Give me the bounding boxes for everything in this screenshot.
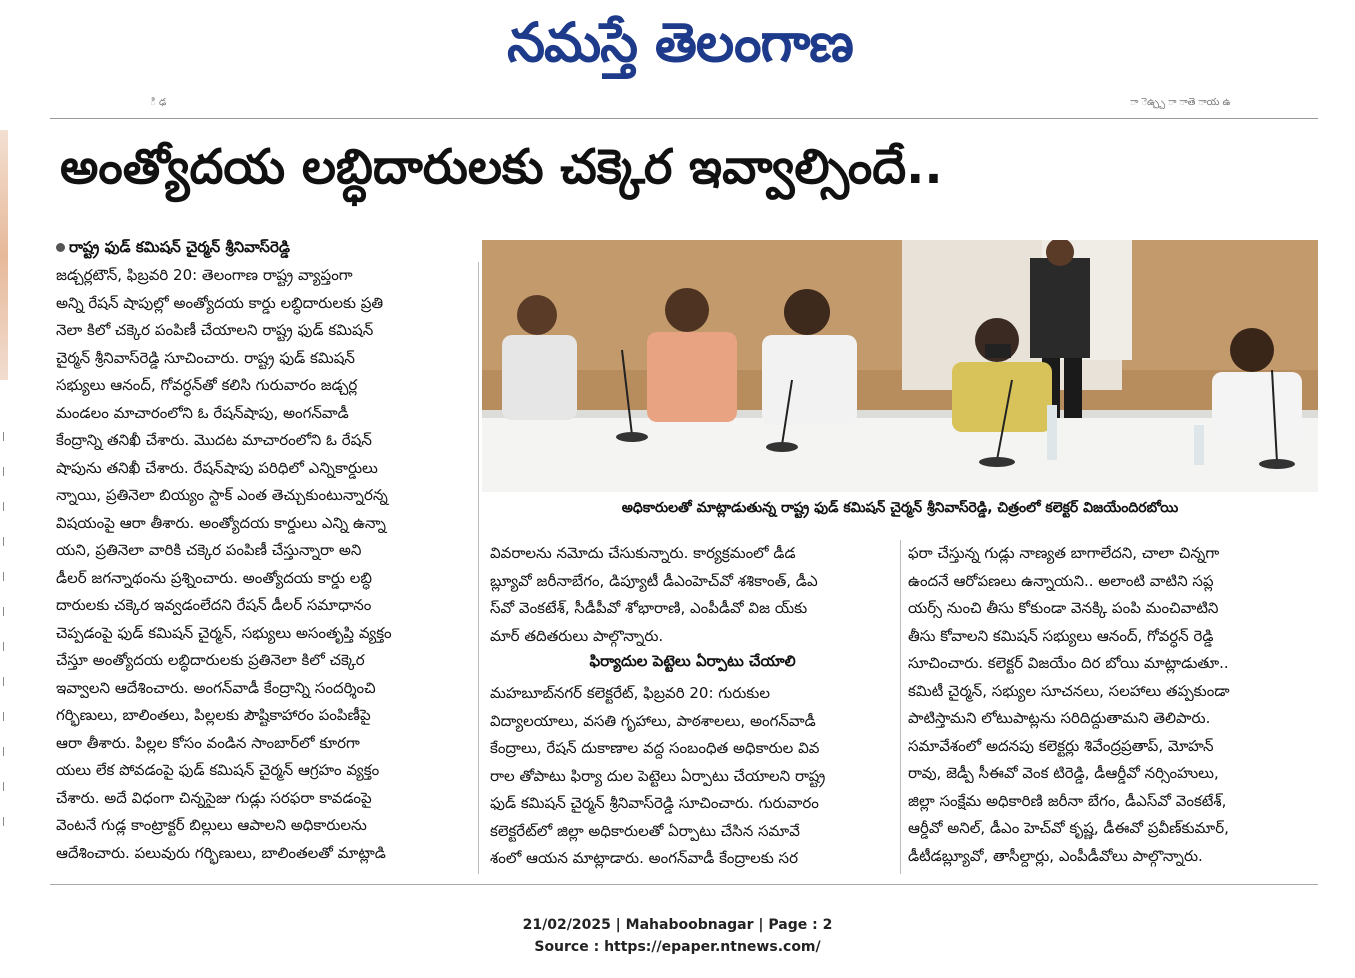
bullet-icon: [56, 243, 65, 252]
adjacent-text-edge: | | | | | | | | | | | |: [2, 432, 6, 827]
text-line: స్‌వో వెంకటేశ్, సీడీపీవో శోభారాణి, ఎంపీడీవో విజ య్‌కు: [490, 599, 808, 617]
text-line: మహబూబ్‌నగర్ కలెక్టరేట్, ఫిబ్రవరి 20: గురుకుల: [490, 684, 770, 702]
text-line: ఇవ్వాలని ఆదేశించారు. అంగన్‌వాడీ కేంద్రాన్ని సందర్శించి: [56, 678, 376, 697]
article-photo: [482, 240, 1318, 492]
text-line: నెలా కిలో చక్కెర పంపిణీ చేయాలని రాష్ట్ర ఫుడ్ కమిషన్: [56, 321, 374, 339]
byline-text: రాష్ట్ర ఫుడ్ కమిషన్ చైర్మన్ శ్రీనివాస్‌రెడ్డి: [69, 238, 290, 256]
text-line: దారులకు చక్కెర ఇవ్వడంలేదని రేషన్ డీలర్ సమాధానం: [56, 596, 372, 614]
column-divider: [900, 540, 901, 874]
text-line: ఆర్డీవో అనిల్, డీఎం హెచ్‌వో కృష్ణ, డీఈవో ప్రవీణ్‌కుమార్,: [908, 819, 1229, 837]
text-line: కలెక్టరేట్‌లో జిల్లా అధికారులతో ఏర్పాటు చేసిన సమావే: [490, 821, 800, 840]
text-line: షాపును తనిఖీ చేశారు. రేషన్‌షాపు పరిధిలో ఎన్నికార్డులు: [56, 458, 378, 477]
text-line: యని, ప్రతినెలా వారికి చక్కెర పంపిణీ చేస్తున్నారా అని: [56, 541, 362, 559]
text-line: శంలో ఆయన మాట్లాడారు. అంగన్‌వాడీ కేంద్రాలకు సర: [490, 849, 798, 867]
text-line: ఫుడ్ కమిషన్ చైర్మన్ శ్రీనివాస్‌రెడ్డి సూచించారు. గురువారం: [490, 794, 819, 812]
text-line: జడ్చర్లటౌన్, ఫిబ్రవరి 20: తెలంగాణ రాష్ట్ర వ్యాప్తంగా: [56, 266, 353, 284]
text-line: ఉందనే ఆరోపణలు ఉన్నాయని.. అలాంటి వాటిని సప్ల: [908, 571, 1214, 590]
text-line: యర్స్ నుంచి తీసు కోకుండా వెనక్కి పంపి మంచివాటిని: [908, 599, 1219, 617]
text-line: కేంద్రాన్ని తనిఖీ చేశారు. మొదట మాచారంలోని ఓ రేషన్: [56, 431, 372, 449]
article-column-1: [56, 262, 468, 867]
adjacent-clip-edge: [0, 130, 8, 380]
text-line: రాల తోపాటు ఫిర్యా దుల పెట్టెలు ఏర్పాటు చేయాలని రాష్ట్ర: [490, 766, 826, 785]
text-line: అన్ని రేషన్ షాపుల్లో అంత్యోదయ కార్డు లబ్ధిదారులకు ప్రతి: [56, 293, 384, 312]
top-rule: [50, 118, 1318, 119]
text-line: చైర్మన్ శ్రీనివాస్‌రెడ్డి సూచించారు. రాష్ట్ర ఫుడ్ కమిషన్: [56, 348, 355, 367]
article-column-2-top: [490, 540, 895, 650]
text-line: జిల్లా సంక్షేమ అధికారిణి జరీనా బేగం, డీఎస్‌వో వెంకటేశ్,: [908, 791, 1227, 810]
footer-date-edition: 21/02/2025 | Mahaboobnagar | Page : 2: [522, 917, 833, 933]
photo-caption: అధికారులతో మాట్లాడుతున్న రాష్ట్ర ఫుడ్ కమిషన్ చైర్మన్ శ్రీనివాస్‌రెడ్డి, చిత్రంలో కలెక్టర్ విజయేందిరబోయి: [621, 500, 1179, 516]
article-byline: [56, 238, 476, 260]
text-line: వెంటనే గుడ్ల కాంట్రాక్టర్ బిల్లులు ఆపాలని అధికారులను: [56, 816, 367, 834]
text-line: తీసు కోవాలని కమిషన్ సభ్యులు ఆనంద్, గోవర్ధన్ రెడ్డి: [908, 626, 1214, 645]
text-line: సభ్యులు ఆనంద్, గోవర్ధన్‌తో కలిసి గురువారం జడ్చర్ల: [56, 376, 358, 394]
text-line: మార్ తదితరులు పాల్గొన్నారు.: [490, 626, 664, 645]
column-divider: [478, 262, 479, 874]
text-line: కేంద్రాలు, రేషన్ దుకాణాల వద్ద సంబంధిత అధికారుల వివ: [490, 739, 820, 757]
meeting-photo-svg: [482, 240, 1318, 492]
text-line: న్నాయి, ప్రతినెలా బియ్యం స్టాక్ ఎంత తెచ్చుకుంటున్నారన్న: [56, 486, 388, 504]
text-line: ఆదేశించారు. పలువురు గర్భిణులు, బాలింతలతో మాట్లాడి: [56, 843, 386, 862]
text-line: మండలం మాచారంలోని ఓ రేషన్‌షాపు, అంగన్‌వాడీ: [56, 403, 349, 422]
text-line: యలు లేక పోవడంపై ఫుడ్ కమిషన్ చైర్మన్ ఆగ్రహం వ్యక్తం: [56, 761, 380, 779]
footer-source: Source : https://epaper.ntnews.com/: [534, 939, 821, 955]
text-line: కమిటీ చైర్మన్, సభ్యుల సూచనలు, సలహాలు తప్పకుండా: [908, 681, 1230, 700]
text-line: చెప్పడంపై ఫుడ్ కమిషన్ చైర్మన్, సభ్యులు అసంతృప్తి వ్యక్తం: [56, 623, 392, 642]
text-line: రావు, జెడ్పీ సీఈవో వెంక టిరెడ్డి, డీఆర్డీవో నర్సింహులు,: [908, 764, 1219, 782]
text-line: గర్భిణులు, బాలింతలు, పిల్లలకు పౌష్టికాహారం పంపిణీపై: [56, 706, 371, 724]
article-column-3: [908, 540, 1313, 870]
text-line: ఆరా తీశారు. పిల్లల కోసం వండిన సాంబార్‌లో కూరగా: [56, 733, 360, 752]
text-line: డీటీడబ్ల్యూవో, తాసీల్దార్లు, ఎంపీడీవోలు పాల్గొన్నారు.: [908, 846, 1203, 865]
article-headline: అంత్యోదయ లబ్ధిదారులకు చక్కెర ఇవ్వాల్సిందే..: [60, 139, 943, 195]
newspaper-masthead: నమస్తే తెలంగాణ: [507, 11, 853, 74]
text-line: పాటిస్తామని లోటుపాట్లను సరిదిద్దుతామని తెలిపారు.: [908, 709, 1211, 727]
text-line: డీలర్ జగన్నాథంను ప్రశ్నించారు. అంత్యోదయ కార్డు లబ్ధి: [56, 568, 372, 587]
text-line: బ్ల్యూవో జరీనాబేగం, డిప్యూటీ డీఎంహెచ్‌వో శశికాంత్, డీఎ: [490, 571, 818, 590]
text-line: విద్యాలయాలు, వసతి గృహాలు, పాఠశాలలు, అంగన్‌వాడీ: [490, 711, 816, 730]
top-strip-left: ి ఢ: [150, 97, 167, 108]
bottom-rule: [50, 884, 1318, 885]
text-line: వివరాలను నమోదు చేసుకున్నారు. కార్యక్రమంలో డీడ: [490, 544, 796, 562]
article-column-2-bottom: [490, 680, 895, 873]
text-line: విషయంపై ఆరా తీశారు. అంత్యోదయ కార్డులు ఎన్ని ఉన్నా: [56, 513, 386, 532]
top-strip-right: ా ెఉ్చ్చ ా ాతె ాయ ఉ: [1130, 97, 1231, 108]
text-line: ఫరా చేస్తున్న గుడ్లు నాణ్యత బాగాలేదని, చాలా చిన్నగా: [908, 544, 1220, 562]
text-line: చేస్తూ అంత్యోదయ లబ్ధిదారులకు ప్రతినెలా కిలో చక్కెర: [56, 651, 365, 669]
text-line: చేశారు. అదే విధంగా చిన్నసైజు గుడ్లు సరఫరా కావడంపై: [56, 788, 372, 807]
article-subheading: ఫిర్యాదుల పెట్టెలు ఏర్పాటు చేయాలి: [589, 652, 796, 670]
text-line: సూచించారు. కలెక్టర్ విజయేం దిర బోయి మాట్లాడుతూ..: [908, 654, 1229, 672]
top-strip: [0, 96, 1355, 108]
text-line: సమావేశంలో అదనపు కలెక్టర్లు శివేంద్రప్రతాప్, మోహన్: [908, 736, 1214, 755]
